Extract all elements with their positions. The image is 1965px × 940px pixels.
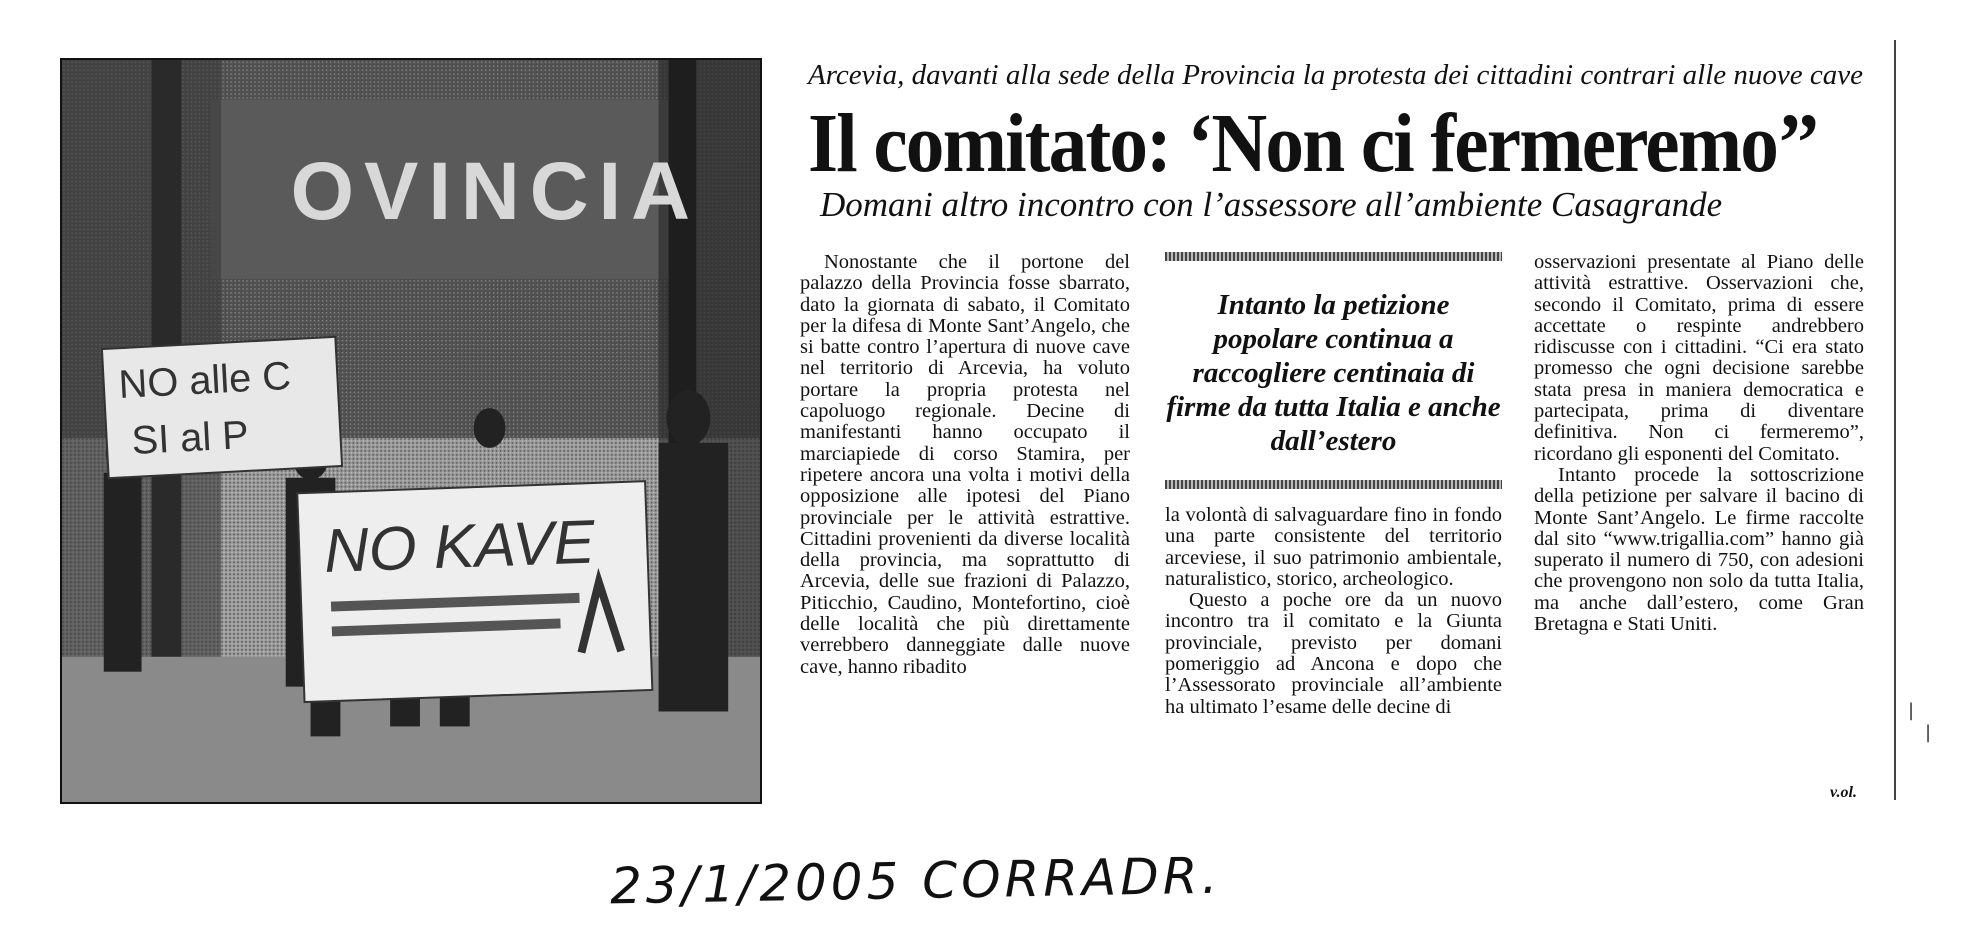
pull-quote-top-rule [1165, 252, 1502, 261]
banner-main-text: NO KAVE [322, 507, 596, 586]
pull-quote [1165, 252, 1502, 492]
pull-quote-text: Intanto la petizione popolare continua a raccogliere centinaia di firme da tutta Italia e anche dall’estero [1166, 289, 1501, 457]
body-paragraph: Intanto procede la sottoscrizione della petizione per salvare il bacino di Monte Sant’Angelo. Le firme raccolte dal sito “www.trigallia.com” hanno già superato il numero di 750, con adesioni che provengono non solo da tutta Italia, ma anche dall’estero, come Gran Bretagna e Stati Uniti. [1534, 463, 1864, 636]
body-column-3 [1534, 252, 1864, 635]
protest-photo [60, 58, 762, 804]
body-column-1 [800, 252, 1130, 678]
body-paragraph: Questo a poche ore da un nuovo incontro tra il comitato e la Giunta provinciale, previsto per domani pomeriggio ad Ancona e dopo che l’Assessorato provinciale all’ambiente ha ultimato l’esame delle decine di [1165, 589, 1502, 718]
article-subhead: Domani altro incontro con l’assessore all’ambiente Casagrande [820, 185, 1723, 224]
body-paragraph: osservazioni presentate al Piano delle attività estrattive. Osservazioni che, secondo il Comitato, prima di essere accettate o respinte andrebbero ridiscusse con i cittadini. “Ci era stato promesso che ogni decisione sarebbe stata presa in maniera democratica e partecipata, prima di diventare definitiva. Non ci fermeremo”, ricordano gli esponenti del Comitato. [1534, 251, 1864, 465]
body-paragraph: la volontà di salvaguardare fino in fondo una parte consistente del territorio arceviese, il suo patrimonio ambientale, naturalistico, storico, archeologico. [1165, 504, 1502, 590]
right-margin-rule [1894, 40, 1896, 800]
article-headline: Il comitato: ‘Non ci fermeremo’’ [808, 97, 1820, 190]
building-sign-text: OVINCIA [290, 146, 700, 238]
photo-illustration [62, 60, 760, 802]
article-kicker: Arcevia, davanti alla sede della Provincia la protesta dei cittadini contrari alle nuove cave [808, 59, 1864, 91]
banner-left-line2: SI al P [130, 412, 250, 464]
margin-mark: | [1908, 700, 1915, 721]
body-column-2 [1165, 505, 1502, 718]
author-signature: v.ol. [1830, 784, 1857, 801]
body-paragraph: Nonostante che il portone del palazzo della Provincia fosse sbarrato, dato la giornata di sabato, il Comitato per la difesa di Monte Sant’Angelo, che si batte contro l’apertura di nuove cave nel territorio di Arcevia, ha voluto portare la propria protesta nel capoluogo regionale. Decine di manifestanti hanno occupato il marciapiede di corso Stamira, per ripetere ancora una volta i motivi della opposizione alle ipotesi del Piano provinciale per le attività estrattive. Cittadini provenienti da diverse località della provincia, ma soprattutto di Arcevia, delle sue frazioni di Palazzo, Piticchio, Caudino, Montefortino, cioè delle località che più direttamente verrebbero danneggiate dalle nuove cave, hanno ribadito [800, 251, 1130, 678]
handwritten-date-note: 23/1/2005 CORRADR. [609, 846, 1222, 916]
pull-quote-bottom-rule [1165, 480, 1502, 489]
margin-mark: | [1925, 722, 1932, 743]
banner-left-line1: NO alle C [117, 353, 293, 407]
